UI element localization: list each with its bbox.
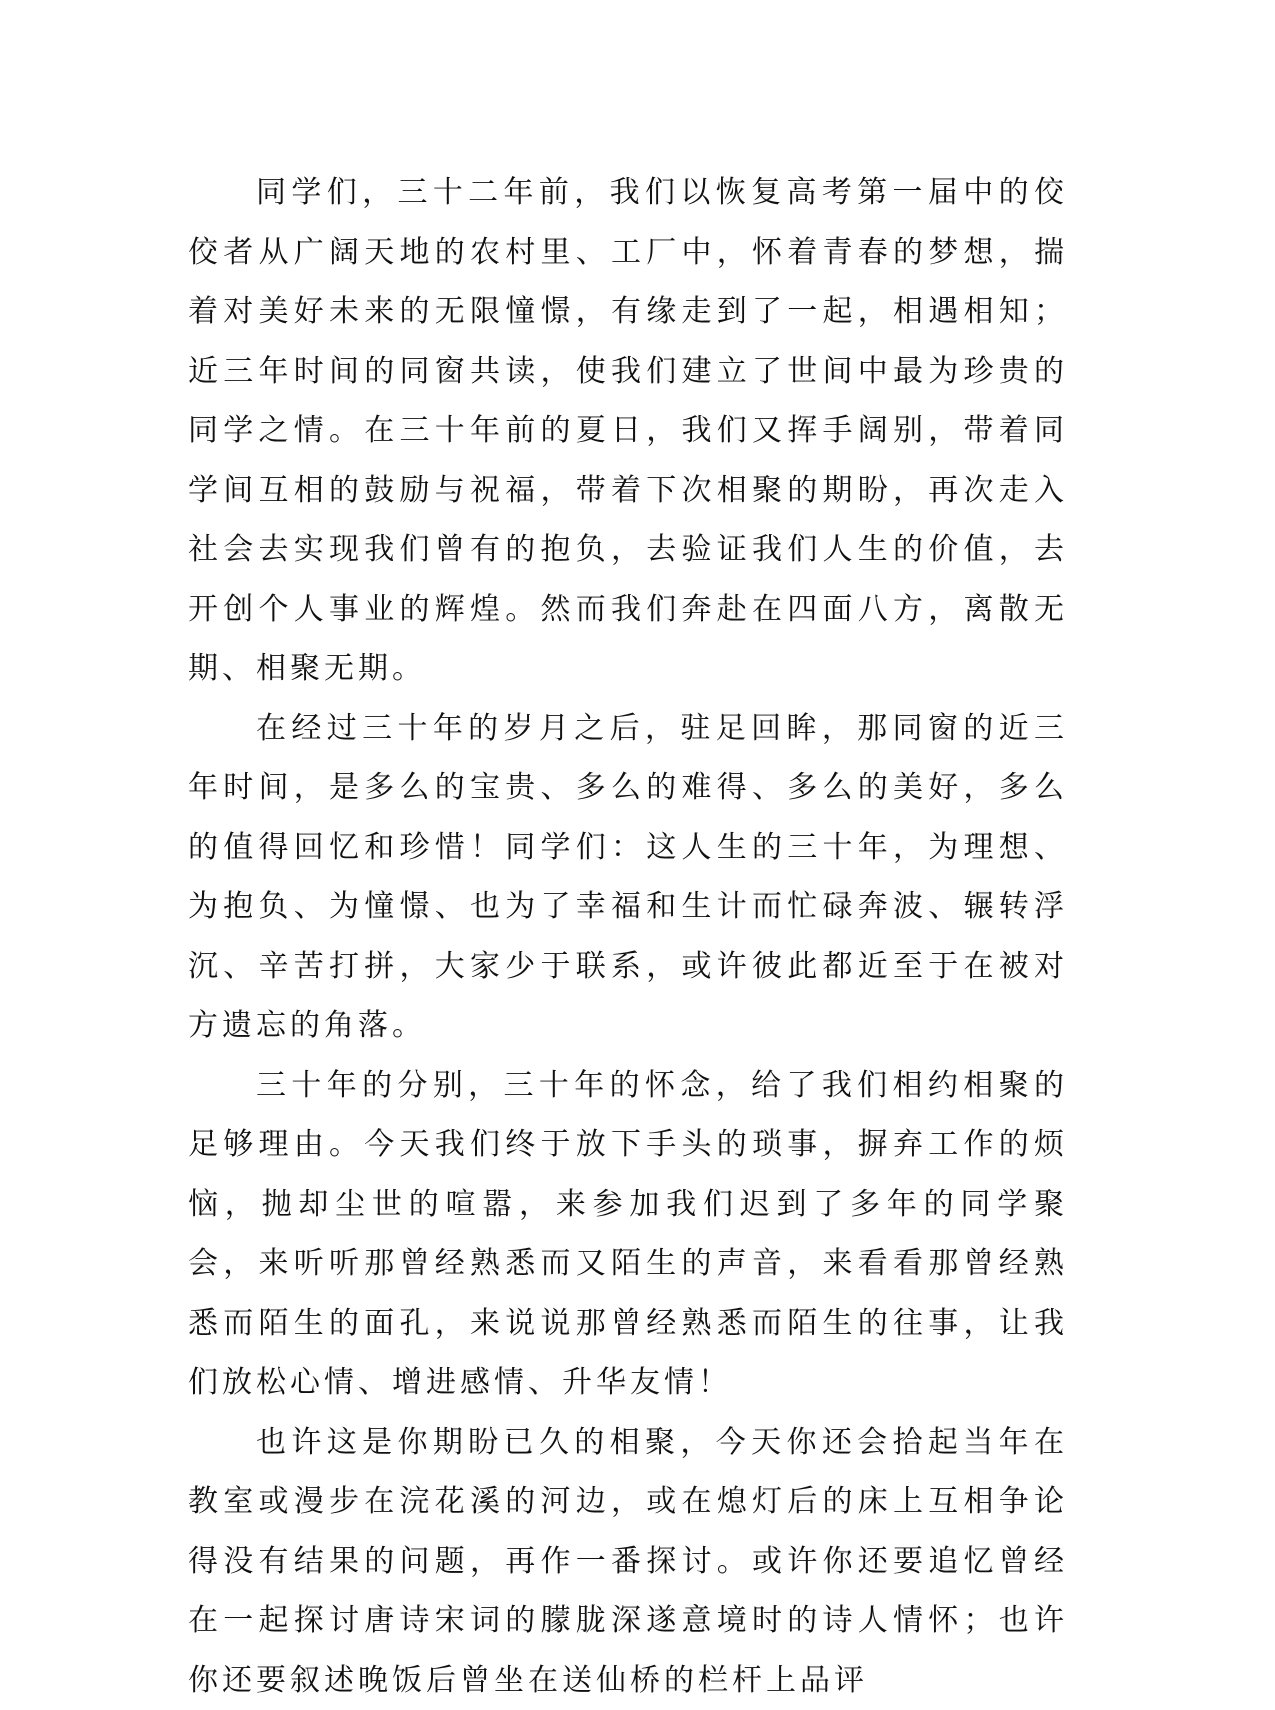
paragraph-2: 在经过三十年的岁月之后，驻足回眸，那同窗的近三年时间，是多么的宝贵、多么的难得、多么的美好，多么的值得回忆和珍惜！同学们：这人生的三十年，为理想、为抱负、为憧憬、也为了幸福和生计而忙碌奔波、辗转浮沉、辛苦打拼，大家少于联系，或许彼此都近至于在被对方遗忘的角落。 bbox=[188, 699, 1068, 1056]
paragraph-1: 同学们，三十二年前，我们以恢复高考第一届中的佼佼者从广阔天地的农村里、工厂中，怀着青春的梦想，揣着对美好未来的无限憧憬，有缘走到了一起，相遇相知；近三年时间的同窗共读，使我们建立了世间中最为珍贵的同学之情。在三十年前的夏日，我们又挥手阔别，带着同学间互相的鼓励与祝福，带着下次相聚的期盼，再次走入社会去实现我们曾有的抱负，去验证我们人生的价值，去开创个人事业的辉煌。然而我们奔赴在四面八方，离散无期、相聚无期。 bbox=[188, 163, 1068, 699]
paragraph-3: 三十年的分别，三十年的怀念，给了我们相约相聚的足够理由。今天我们终于放下手头的琐事，摒弃工作的烦恼，抛却尘世的喧嚣，来参加我们迟到了多年的同学聚会，来听听那曾经熟悉而又陌生的声音，来看看那曾经熟悉而陌生的面孔，来说说那曾经熟悉而陌生的往事，让我们放松心情、增进感情、升华友情！ bbox=[188, 1056, 1068, 1413]
paragraph-4: 也许这是你期盼已久的相聚，今天你还会拾起当年在教室或漫步在浣花溪的河边，或在熄灯后的床上互相争论得没有结果的问题，再作一番探讨。或许你还要追忆曾经在一起探讨唐诗宋词的朦胧深遂意境时的诗人情怀；也许你还要叙述晚饭后曾坐在送仙桥的栏杆上品评 bbox=[188, 1413, 1068, 1710]
document-body bbox=[188, 163, 1068, 1710]
